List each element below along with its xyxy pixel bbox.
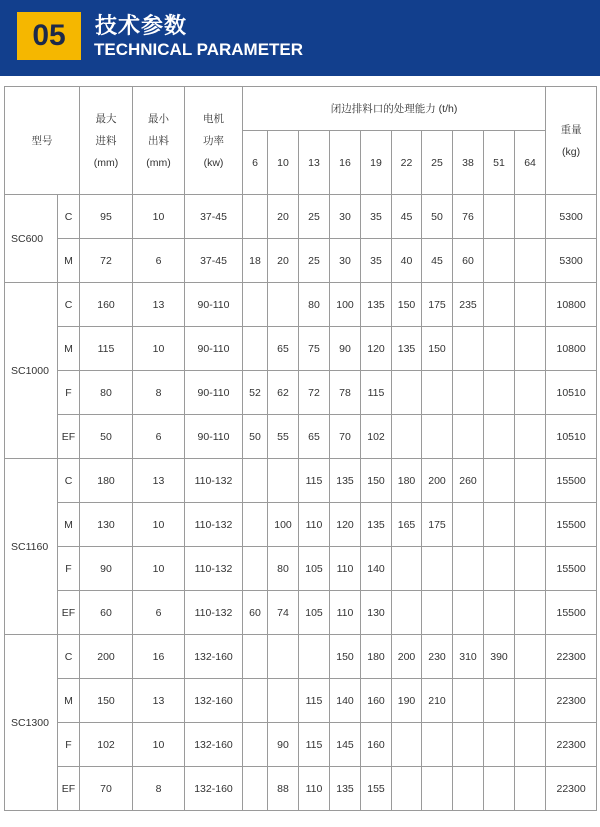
motor-power-cell: 132-160: [185, 723, 243, 767]
capacity-cell: [484, 591, 515, 635]
motor-power-cell: 132-160: [185, 635, 243, 679]
motor-power-cell: 132-160: [185, 767, 243, 811]
capacity-cell: 135: [392, 327, 422, 371]
capacity-cell: [243, 767, 268, 811]
capacity-cell: 100: [330, 283, 361, 327]
max-feed-cell: 115: [80, 327, 133, 371]
capacity-cell: 70: [330, 415, 361, 459]
capacity-cell: [392, 767, 422, 811]
weight-cell: 10510: [546, 371, 597, 415]
capacity-cell: 160: [361, 723, 392, 767]
capacity-cell: 135: [330, 767, 361, 811]
table-row: [5, 239, 597, 283]
motor-power-cell: 110-132: [185, 503, 243, 547]
capacity-cell: 25: [299, 195, 330, 239]
capacity-cell: [515, 503, 546, 547]
crusher-type-cell: M: [58, 239, 80, 283]
weight-cell: 10800: [546, 327, 597, 371]
capacity-cell: [515, 635, 546, 679]
capacity-cell: [243, 679, 268, 723]
capacity-cell: 150: [422, 327, 453, 371]
capacity-cell: 200: [392, 635, 422, 679]
capacity-cell: 165: [392, 503, 422, 547]
capacity-cell: 74: [268, 591, 299, 635]
capacity-cell: 135: [361, 283, 392, 327]
header-max-feed-unit: (mm): [93, 156, 119, 169]
capacity-cell: 76: [453, 195, 484, 239]
capacity-cell: [392, 415, 422, 459]
capacity-cell: 52: [243, 371, 268, 415]
capacity-cell: [422, 415, 453, 459]
model-name-cell: SC1000: [5, 283, 58, 459]
capacity-cell: [422, 767, 453, 811]
max-feed-cell: 50: [80, 415, 133, 459]
capacity-size-header: 38: [453, 131, 484, 195]
capacity-cell: 30: [330, 239, 361, 283]
weight-cell: 22300: [546, 679, 597, 723]
min-discharge-cell: 10: [133, 195, 185, 239]
capacity-cell: 190: [392, 679, 422, 723]
capacity-cell: 200: [422, 459, 453, 503]
table-row: [5, 503, 597, 547]
section-number-badge: 05: [17, 12, 81, 60]
motor-power-cell: 110-132: [185, 591, 243, 635]
capacity-cell: [299, 635, 330, 679]
capacity-cell: 90: [268, 723, 299, 767]
capacity-cell: 65: [299, 415, 330, 459]
table-row: [5, 327, 597, 371]
crusher-type-cell: C: [58, 283, 80, 327]
weight-cell: 22300: [546, 635, 597, 679]
capacity-cell: 140: [361, 547, 392, 591]
header-max-feed-line1: 最大: [95, 112, 117, 125]
capacity-cell: [515, 283, 546, 327]
capacity-cell: 110: [330, 547, 361, 591]
crusher-type-cell: F: [58, 547, 80, 591]
capacity-cell: 110: [299, 767, 330, 811]
capacity-cell: 120: [330, 503, 361, 547]
max-feed-cell: 150: [80, 679, 133, 723]
capacity-cell: [453, 591, 484, 635]
capacity-cell: [515, 459, 546, 503]
capacity-cell: [392, 547, 422, 591]
capacity-cell: 45: [392, 195, 422, 239]
capacity-cell: 180: [361, 635, 392, 679]
capacity-cell: [484, 371, 515, 415]
weight-cell: 15500: [546, 591, 597, 635]
weight-cell: 10510: [546, 415, 597, 459]
capacity-cell: 20: [268, 239, 299, 283]
min-discharge-cell: 10: [133, 503, 185, 547]
capacity-cell: 175: [422, 283, 453, 327]
crusher-type-cell: C: [58, 195, 80, 239]
max-feed-cell: 72: [80, 239, 133, 283]
capacity-cell: 35: [361, 239, 392, 283]
capacity-cell: [515, 239, 546, 283]
capacity-cell: [422, 591, 453, 635]
max-feed-cell: 90: [80, 547, 133, 591]
weight-cell: 5300: [546, 239, 597, 283]
capacity-cell: [453, 547, 484, 591]
max-feed-cell: 60: [80, 591, 133, 635]
capacity-cell: 150: [361, 459, 392, 503]
capacity-cell: 60: [453, 239, 484, 283]
motor-power-cell: 90-110: [185, 327, 243, 371]
table-row: [5, 547, 597, 591]
capacity-cell: [484, 767, 515, 811]
weight-cell: 15500: [546, 503, 597, 547]
capacity-cell: [392, 591, 422, 635]
capacity-cell: [392, 723, 422, 767]
capacity-cell: 62: [268, 371, 299, 415]
crusher-type-cell: M: [58, 327, 80, 371]
capacity-cell: 55: [268, 415, 299, 459]
max-feed-cell: 180: [80, 459, 133, 503]
capacity-cell: [515, 679, 546, 723]
header-banner: [0, 0, 600, 76]
motor-power-cell: 90-110: [185, 283, 243, 327]
motor-power-cell: 90-110: [185, 371, 243, 415]
weight-cell: 5300: [546, 195, 597, 239]
capacity-cell: 230: [422, 635, 453, 679]
motor-power-cell: 110-132: [185, 459, 243, 503]
parameter-table: [4, 86, 597, 811]
capacity-cell: 20: [268, 195, 299, 239]
weight-cell: 15500: [546, 459, 597, 503]
crusher-type-cell: M: [58, 503, 80, 547]
max-feed-cell: 200: [80, 635, 133, 679]
capacity-cell: [515, 371, 546, 415]
capacity-cell: [453, 415, 484, 459]
capacity-cell: 30: [330, 195, 361, 239]
capacity-cell: 110: [330, 591, 361, 635]
crusher-type-cell: EF: [58, 415, 80, 459]
min-discharge-cell: 8: [133, 371, 185, 415]
capacity-cell: 145: [330, 723, 361, 767]
capacity-size-header: 10: [268, 131, 299, 195]
model-name-cell: SC1300: [5, 635, 58, 811]
capacity-cell: [268, 459, 299, 503]
capacity-cell: 160: [361, 679, 392, 723]
capacity-size-header: 25: [422, 131, 453, 195]
capacity-cell: [243, 195, 268, 239]
header-min-discharge-line1: 最小: [148, 112, 169, 125]
header-motor-line2: 功率: [203, 134, 224, 147]
weight-cell: 22300: [546, 723, 597, 767]
capacity-cell: 235: [453, 283, 484, 327]
capacity-cell: 155: [361, 767, 392, 811]
capacity-size-header: 16: [330, 131, 361, 195]
capacity-cell: 75: [299, 327, 330, 371]
capacity-cell: 105: [299, 591, 330, 635]
capacity-cell: [453, 767, 484, 811]
capacity-cell: [268, 679, 299, 723]
capacity-cell: [484, 239, 515, 283]
capacity-cell: 78: [330, 371, 361, 415]
max-feed-cell: 130: [80, 503, 133, 547]
capacity-cell: [243, 327, 268, 371]
table-row: [5, 591, 597, 635]
capacity-cell: 310: [453, 635, 484, 679]
header-motor-line1: 电机: [203, 112, 224, 125]
capacity-cell: [484, 415, 515, 459]
capacity-size-header: 64: [515, 131, 546, 195]
capacity-cell: 88: [268, 767, 299, 811]
capacity-cell: [453, 327, 484, 371]
motor-power-cell: 37-45: [185, 195, 243, 239]
motor-power-cell: 90-110: [185, 415, 243, 459]
min-discharge-cell: 10: [133, 723, 185, 767]
min-discharge-cell: 10: [133, 547, 185, 591]
capacity-cell: 115: [299, 679, 330, 723]
crusher-type-cell: C: [58, 459, 80, 503]
table-row: [5, 459, 597, 503]
capacity-cell: 180: [392, 459, 422, 503]
capacity-size-header: 19: [361, 131, 392, 195]
weight-cell: 22300: [546, 767, 597, 811]
capacity-cell: 65: [268, 327, 299, 371]
capacity-cell: [422, 371, 453, 415]
capacity-cell: [243, 459, 268, 503]
capacity-cell: [515, 327, 546, 371]
header-weight: [546, 87, 597, 195]
max-feed-cell: 102: [80, 723, 133, 767]
capacity-cell: 115: [299, 723, 330, 767]
max-feed-cell: 80: [80, 371, 133, 415]
capacity-cell: [515, 591, 546, 635]
min-discharge-cell: 6: [133, 415, 185, 459]
header-max-feed-line2: 进料: [95, 134, 117, 147]
table-row: [5, 679, 597, 723]
capacity-cell: [243, 635, 268, 679]
capacity-cell: [515, 723, 546, 767]
min-discharge-cell: 13: [133, 679, 185, 723]
capacity-size-header: 22: [392, 131, 422, 195]
capacity-cell: [484, 195, 515, 239]
capacity-cell: 50: [243, 415, 268, 459]
capacity-cell: 105: [299, 547, 330, 591]
capacity-cell: 150: [392, 283, 422, 327]
header-min-discharge-unit: (mm): [146, 156, 171, 169]
capacity-cell: 90: [330, 327, 361, 371]
capacity-cell: 18: [243, 239, 268, 283]
min-discharge-cell: 6: [133, 591, 185, 635]
capacity-cell: 135: [330, 459, 361, 503]
capacity-cell: 110: [299, 503, 330, 547]
capacity-cell: [515, 767, 546, 811]
capacity-cell: 175: [422, 503, 453, 547]
capacity-cell: 45: [422, 239, 453, 283]
capacity-cell: 150: [330, 635, 361, 679]
capacity-cell: [268, 635, 299, 679]
table-row: [5, 195, 597, 239]
table-row: [5, 767, 597, 811]
header-weight-line1: 重量: [560, 123, 582, 136]
motor-power-cell: 132-160: [185, 679, 243, 723]
capacity-cell: 72: [299, 371, 330, 415]
header-weight-unit: (kg): [562, 145, 581, 158]
table-row: [5, 283, 597, 327]
crusher-type-cell: C: [58, 635, 80, 679]
capacity-cell: 50: [422, 195, 453, 239]
capacity-cell: [484, 723, 515, 767]
header-motor-unit: (kw): [203, 156, 224, 169]
min-discharge-cell: 13: [133, 459, 185, 503]
capacity-cell: 80: [299, 283, 330, 327]
capacity-cell: [243, 503, 268, 547]
capacity-cell: 25: [299, 239, 330, 283]
max-feed-cell: 70: [80, 767, 133, 811]
capacity-cell: 40: [392, 239, 422, 283]
capacity-cell: 135: [361, 503, 392, 547]
table-row: [5, 723, 597, 767]
capacity-cell: 102: [361, 415, 392, 459]
capacity-cell: [515, 547, 546, 591]
capacity-cell: 140: [330, 679, 361, 723]
min-discharge-cell: 10: [133, 327, 185, 371]
min-discharge-cell: 8: [133, 767, 185, 811]
capacity-cell: [422, 547, 453, 591]
capacity-cell: [515, 415, 546, 459]
capacity-cell: 130: [361, 591, 392, 635]
capacity-cell: 80: [268, 547, 299, 591]
header-min-discharge-line2: 出料: [148, 134, 169, 147]
capacity-cell: [484, 503, 515, 547]
crusher-type-cell: M: [58, 679, 80, 723]
min-discharge-cell: 16: [133, 635, 185, 679]
capacity-cell: [453, 371, 484, 415]
header-capacity: 闭边排料口的处理能力 (t/h): [243, 87, 546, 131]
capacity-size-header: 51: [484, 131, 515, 195]
capacity-cell: [453, 503, 484, 547]
capacity-cell: [243, 723, 268, 767]
model-name-cell: SC600: [5, 195, 58, 283]
crusher-type-cell: EF: [58, 767, 80, 811]
crusher-type-cell: F: [58, 723, 80, 767]
min-discharge-cell: 6: [133, 239, 185, 283]
max-feed-cell: 95: [80, 195, 133, 239]
weight-cell: 10800: [546, 283, 597, 327]
header-model: 型号: [5, 87, 80, 195]
max-feed-cell: 160: [80, 283, 133, 327]
capacity-cell: [484, 547, 515, 591]
min-discharge-cell: 13: [133, 283, 185, 327]
capacity-cell: [453, 679, 484, 723]
capacity-size-header: 6: [243, 131, 268, 195]
capacity-cell: [243, 547, 268, 591]
capacity-cell: [453, 723, 484, 767]
table-row: [5, 635, 597, 679]
capacity-cell: [243, 283, 268, 327]
capacity-cell: 115: [299, 459, 330, 503]
header-min-discharge: [133, 87, 185, 195]
header-max-feed: [80, 87, 133, 195]
table-row: [5, 371, 597, 415]
capacity-cell: 60: [243, 591, 268, 635]
capacity-cell: [268, 283, 299, 327]
motor-power-cell: 110-132: [185, 547, 243, 591]
capacity-cell: 390: [484, 635, 515, 679]
crusher-type-cell: F: [58, 371, 80, 415]
table-row: [5, 415, 597, 459]
crusher-type-cell: EF: [58, 591, 80, 635]
capacity-cell: 120: [361, 327, 392, 371]
header-motor-power: [185, 87, 243, 195]
capacity-cell: [484, 459, 515, 503]
capacity-cell: [484, 283, 515, 327]
capacity-cell: [484, 679, 515, 723]
capacity-cell: [484, 327, 515, 371]
motor-power-cell: 37-45: [185, 239, 243, 283]
weight-cell: 15500: [546, 547, 597, 591]
capacity-size-header: 13: [299, 131, 330, 195]
section-title-cn: 技术参数: [95, 14, 188, 39]
capacity-cell: [392, 371, 422, 415]
capacity-cell: [515, 195, 546, 239]
capacity-cell: 100: [268, 503, 299, 547]
section-title-en: TECHNICAL PARAMETER: [94, 40, 304, 59]
capacity-cell: 210: [422, 679, 453, 723]
capacity-cell: 260: [453, 459, 484, 503]
model-name-cell: SC1160: [5, 459, 58, 635]
capacity-cell: 35: [361, 195, 392, 239]
capacity-cell: 115: [361, 371, 392, 415]
capacity-cell: [422, 723, 453, 767]
